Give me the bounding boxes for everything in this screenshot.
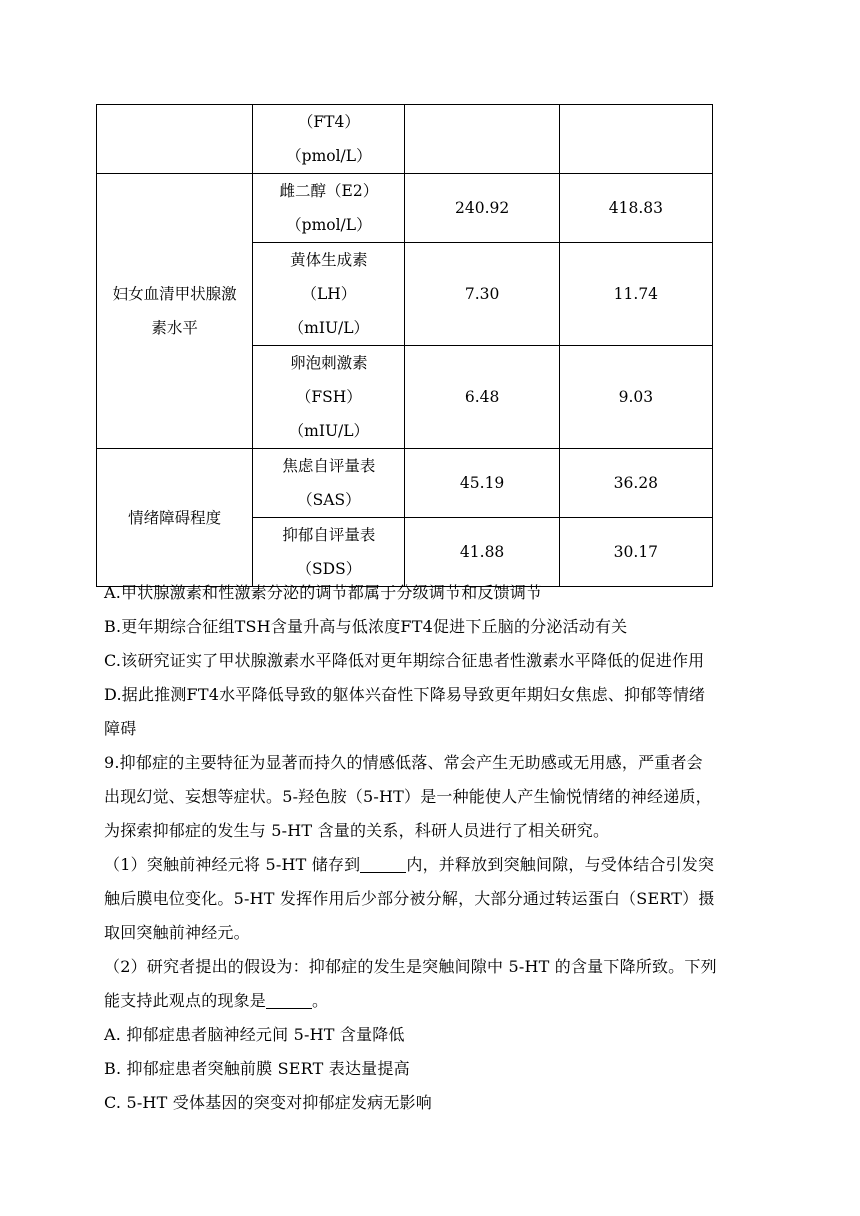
cell-text: 焦虑自评量表 <box>282 457 376 475</box>
text-span: 内，并释放到突触间隙，与受体结合引发突 <box>406 855 715 874</box>
table-cell: 7.30 <box>405 243 559 346</box>
table-cell <box>253 243 405 346</box>
row-group-label <box>97 174 253 449</box>
table-cell: 36.28 <box>559 449 712 518</box>
choice-b: B. 抑郁症患者突触前膜 SERT 表达量提高 <box>104 1059 410 1078</box>
option-b: B.更年期综合征组TSH含量升高与低浓度FT4促进下丘脑的分泌活动有关 <box>104 617 628 636</box>
table-cell <box>253 174 405 243</box>
text-span: 。 <box>312 991 329 1010</box>
question-9-part-1 <box>104 848 754 882</box>
table-row <box>97 174 713 243</box>
answer-blank[interactable] <box>360 854 406 873</box>
cell-text: （FSH） <box>295 388 362 406</box>
option-c: C.该研究证实了甲状腺激素水平降低对更年期综合征患者性激素水平降低的促进作用 <box>104 651 705 670</box>
cell-text: 卵泡刺激素 <box>290 354 368 372</box>
option-a: A.甲状腺激素和性激素分泌的调节都属于分级调节和反馈调节 <box>104 583 543 602</box>
option-d: D.据此推测FT4水平降低导致的躯体兴奋性下降易导致更年期妇女焦虑、抑郁等情绪 <box>104 685 706 704</box>
data-table <box>96 104 713 587</box>
table-cell: 240.92 <box>405 174 559 243</box>
cell-text: （FT4） <box>297 113 360 131</box>
choice-a: A. 抑郁症患者脑神经元间 5-HT 含量降低 <box>104 1025 405 1044</box>
table-cell: 41.88 <box>405 518 559 587</box>
table-row <box>97 449 713 518</box>
cell-text: 妇女血清甲状腺激 <box>112 285 237 303</box>
table-cell <box>97 105 253 174</box>
table-cell <box>405 105 559 174</box>
text-span: （1）突触前神经元将 5-HT 储存到 <box>104 855 361 874</box>
answer-blank[interactable] <box>266 990 312 1009</box>
table-cell: 45.19 <box>405 449 559 518</box>
table-cell: 9.03 <box>559 346 712 449</box>
cell-text: 抑郁自评量表 <box>282 526 376 544</box>
cell-text: （mIU/L） <box>288 319 370 337</box>
cell-text: 黄体生成素 <box>290 251 368 269</box>
table-cell <box>253 449 405 518</box>
option-d-continued: 障碍 <box>104 719 137 738</box>
table-cell <box>253 346 405 449</box>
text-span: 能支持此观点的现象是 <box>104 991 267 1010</box>
question-9-part-1: 触后膜电位变化。5-HT 发挥作用后少部分被分解，大部分通过转运蛋白（SERT）摄 <box>104 889 715 908</box>
table-cell: 30.17 <box>559 518 712 587</box>
cell-text: （pmol/L） <box>286 216 372 234</box>
question-9-part-2 <box>104 984 754 1018</box>
row-group-label: 情绪障碍程度 <box>97 449 253 587</box>
cell-text: （pmol/L） <box>286 147 372 165</box>
table-cell: 11.74 <box>559 243 712 346</box>
table-row <box>97 105 713 174</box>
question-9-stem: 9.抑郁症的主要特征为显著而持久的情感低落、常会产生无助感或无用感，严重者会 <box>104 753 703 772</box>
choice-c: C. 5-HT 受体基因的突变对抑郁症发病无影响 <box>104 1093 432 1112</box>
table-cell: 418.83 <box>559 174 712 243</box>
question-9-part-1: 取回突触前神经元。 <box>104 923 250 942</box>
cell-text: 素水平 <box>151 319 198 337</box>
cell-text: （SAS） <box>297 491 361 509</box>
cell-text: （LH） <box>301 285 357 303</box>
question-9-part-2: （2）研究者提出的假设为：抑郁症的发生是突触间隙中 5-HT 的含量下降所致。下列 <box>104 957 717 976</box>
cell-text: （SDS） <box>296 560 362 578</box>
table-cell <box>253 105 405 174</box>
cell-text: 雌二醇（E2） <box>279 182 379 200</box>
question-9-stem: 出现幻觉、妄想等症状。5-羟色胺（5-HT）是一种能使人产生愉悦情绪的神经递质， <box>104 787 712 806</box>
cell-text: （mIU/L） <box>288 422 370 440</box>
table-cell <box>559 105 712 174</box>
question-9-stem: 为探索抑郁症的发生与 5-HT 含量的关系，科研人员进行了相关研究。 <box>104 821 610 840</box>
table-cell: 6.48 <box>405 346 559 449</box>
